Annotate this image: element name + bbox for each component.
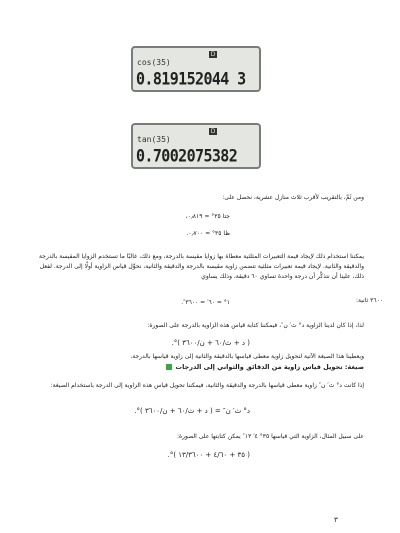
formula-example: ( ٣٥ + ٤/٦٠ + ١٣/٣٦٠٠ )°. (167, 451, 250, 459)
formula-heading (166, 363, 364, 371)
degree-mode-indicator: D (210, 51, 216, 58)
calculator-expression: cos(35) (137, 58, 171, 67)
paragraph-conversion-intro: يمكننا استخدام ذلك لإيجاد قيمة التعبيرات المثلثية معطاة بها زوايا مقيسة بالدرجة، ومع ذلك، غالبًا ما تستخدم الزوايا المقيسة بالدرجة والدقيقة والثانية. لإيجاد قيمة تعبيرات مثلثية تتضمن زاوية مقيسة بالدرجة والدقيقة والثانية، نحوِّل قياس الزاوية أولًا إلى الدرجة. لفعل ذلك، علينا أن نتذكَّر أن درجة واحدة تساوي ٦٠ دقيقة، وذلك يساوي (39, 253, 364, 280)
calculator-expression: tan(35) (137, 135, 171, 144)
page-number: ٣ (334, 516, 338, 524)
calculator-result: 0.7002075382 (136, 145, 238, 166)
calculator-display-cos (131, 46, 261, 92)
calculator-display-tan (131, 123, 261, 169)
paragraph-formula-lead: ويعطينا هذا الصيغة الآتية لتحويل زاوية معطى قياسها بالدقيقة والثانية إلى زاوية قياسها بالدرجة. (130, 353, 364, 360)
formula-degree-form: ( د + ث/٦٠ + ن/٣٦٠٠ )°. (171, 339, 250, 347)
equation-tan: ظا ٣٥° ≈ ٠٫٧٠٠. (186, 230, 230, 237)
degree-mode-indicator: D (210, 128, 216, 135)
paragraph-formula-definition: إذا كانت د° ث′ ن″ زاوية معطى قياسها بالدرجة والدقيقة والثانية، فيمكننا تحويل قياس هذه الزاوية إلى الدرجة باستخدام الصيغة: (50, 382, 364, 389)
equation-degree-units: ١° = ٦٠′ = ٣٦٠٠″. (181, 299, 230, 306)
paragraph-example: على سبيل المثال، الزاوية التي قياسها ٣٥° ٤′ ١٣″ يمكن كتابتها على الصورة: (176, 433, 364, 440)
formula-conversion: د° ث′ ن″ = ( د + ث/٦٠ + ن/٣٦٠٠ )°. (134, 407, 250, 415)
seconds-note: ٣٦٠٠ ثانية: (356, 297, 384, 304)
green-square-icon (166, 364, 172, 370)
intro-text: ومن ثَمَّ، بالتقريب لأقرب ثلاث منازل عشرية، نحصل على: (222, 194, 364, 201)
equation-cos: جتا ٣٥° ≈ ٠٫٨١٩، (185, 213, 230, 220)
paragraph-degree-form: لذا، إذا كان لدينا الزاوية د° ث′ ن″، فيمكننا كتابة قياس هذه الزاوية بالدرجة على الصورة: (147, 322, 364, 329)
heading-label: صيغة: تحويل قياس زاوية من الدقائق والثواني إلى الدرجات (175, 363, 364, 371)
calculator-result: 0.819152044 3 (136, 68, 246, 89)
